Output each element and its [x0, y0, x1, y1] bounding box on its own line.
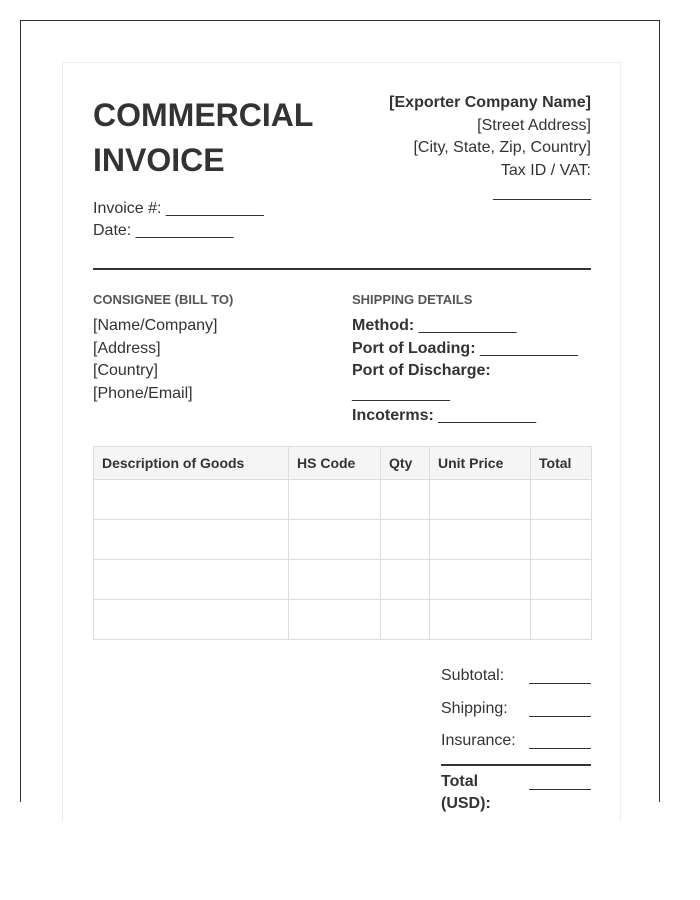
grand-total-label: Total (USD):: [441, 772, 491, 812]
shipping-heading: SHIPPING DETAILS: [352, 292, 473, 307]
table-cell[interactable]: [381, 600, 430, 640]
subtotal-label: Subtotal:: [441, 667, 505, 684]
goods-table-header: [94, 447, 592, 480]
exporter-tax-blank: ___________: [493, 184, 591, 201]
insurance-label: Insurance:: [441, 732, 516, 749]
shipping-method-label: Method:: [352, 317, 415, 334]
table-row: [94, 520, 592, 560]
table-cell[interactable]: [94, 560, 289, 600]
incoterms-value: ___________: [433, 407, 537, 424]
table-cell[interactable]: [381, 520, 430, 560]
incoterms: [352, 405, 592, 428]
port-of-discharge-label: Port of Discharge:: [352, 362, 491, 379]
table-cell[interactable]: [430, 600, 531, 640]
consignee-address: [Address]: [93, 339, 161, 357]
table-cell[interactable]: [531, 480, 592, 520]
incoterms-label: Incoterms:: [352, 407, 434, 424]
port-of-discharge: [352, 360, 592, 405]
shipping-method: [352, 315, 592, 338]
shipping-method-value: ___________: [414, 317, 517, 334]
goods-table: [93, 446, 592, 640]
exporter-city: [City, State, Zip, Country]: [413, 139, 591, 156]
port-of-loading-label: Port of Loading:: [352, 339, 476, 357]
column-qty: Qty: [381, 447, 430, 480]
table-cell[interactable]: [94, 520, 289, 560]
table-cell[interactable]: [289, 480, 381, 520]
page-frame: [20, 20, 660, 812]
invoice-title: COMMERCIAL INVOICE: [93, 97, 313, 178]
consignee-contact: [Phone/Email]: [93, 384, 193, 402]
table-cell[interactable]: [430, 480, 531, 520]
table-cell[interactable]: [94, 480, 289, 520]
subtotal-blank: [529, 665, 591, 684]
column-unit-price: Unit Price: [430, 447, 531, 480]
invoice-date-field: Date: ___________: [93, 222, 234, 239]
subtotal-row: [441, 665, 591, 698]
column-total: Total: [531, 447, 592, 480]
invoice-number-field: Invoice #: ___________: [93, 200, 264, 217]
consignee-section: [93, 292, 333, 405]
table-cell[interactable]: [94, 600, 289, 640]
table-cell[interactable]: [289, 600, 381, 640]
consignee-heading: CONSIGNEE (BILL TO): [93, 292, 234, 307]
port-of-loading: [352, 338, 592, 361]
exporter-tax-id: Tax ID / VAT:: [500, 161, 591, 179]
shipping-cost-blank: [529, 698, 591, 717]
table-cell[interactable]: [381, 560, 430, 600]
table-cell[interactable]: [531, 520, 592, 560]
consignee-country: [Country]: [93, 362, 158, 379]
exporter-street: [Street Address]: [477, 116, 591, 134]
table-row: [94, 560, 592, 600]
invoice-paper: [62, 62, 621, 822]
column-description: Description of Goods: [94, 447, 289, 480]
insurance-blank: [529, 730, 591, 749]
exporter-block: [341, 92, 591, 205]
shipping-row: [441, 698, 591, 731]
table-cell[interactable]: [289, 560, 381, 600]
grand-total-row: [441, 764, 591, 821]
insurance-row: [441, 730, 591, 763]
table-row: [94, 480, 592, 520]
totals-section: [441, 665, 591, 821]
header-divider: [93, 268, 591, 270]
port-of-discharge-value: ___________: [352, 384, 450, 402]
shipping-cost-label: Shipping:: [441, 699, 508, 717]
table-cell[interactable]: [381, 480, 430, 520]
consignee-name: [Name/Company]: [93, 317, 218, 334]
table-cell[interactable]: [430, 560, 531, 600]
table-cell[interactable]: [531, 600, 592, 640]
port-of-loading-value: ___________: [475, 339, 578, 357]
column-hs-code: HS Code: [289, 447, 381, 480]
table-cell[interactable]: [289, 520, 381, 560]
shipping-section: [352, 292, 592, 428]
invoice-meta: [93, 198, 264, 242]
grand-total-blank: [529, 772, 591, 790]
table-cell[interactable]: [430, 520, 531, 560]
table-cell[interactable]: [531, 560, 592, 600]
exporter-name: [Exporter Company Name]: [389, 94, 591, 111]
table-row: [94, 600, 592, 640]
